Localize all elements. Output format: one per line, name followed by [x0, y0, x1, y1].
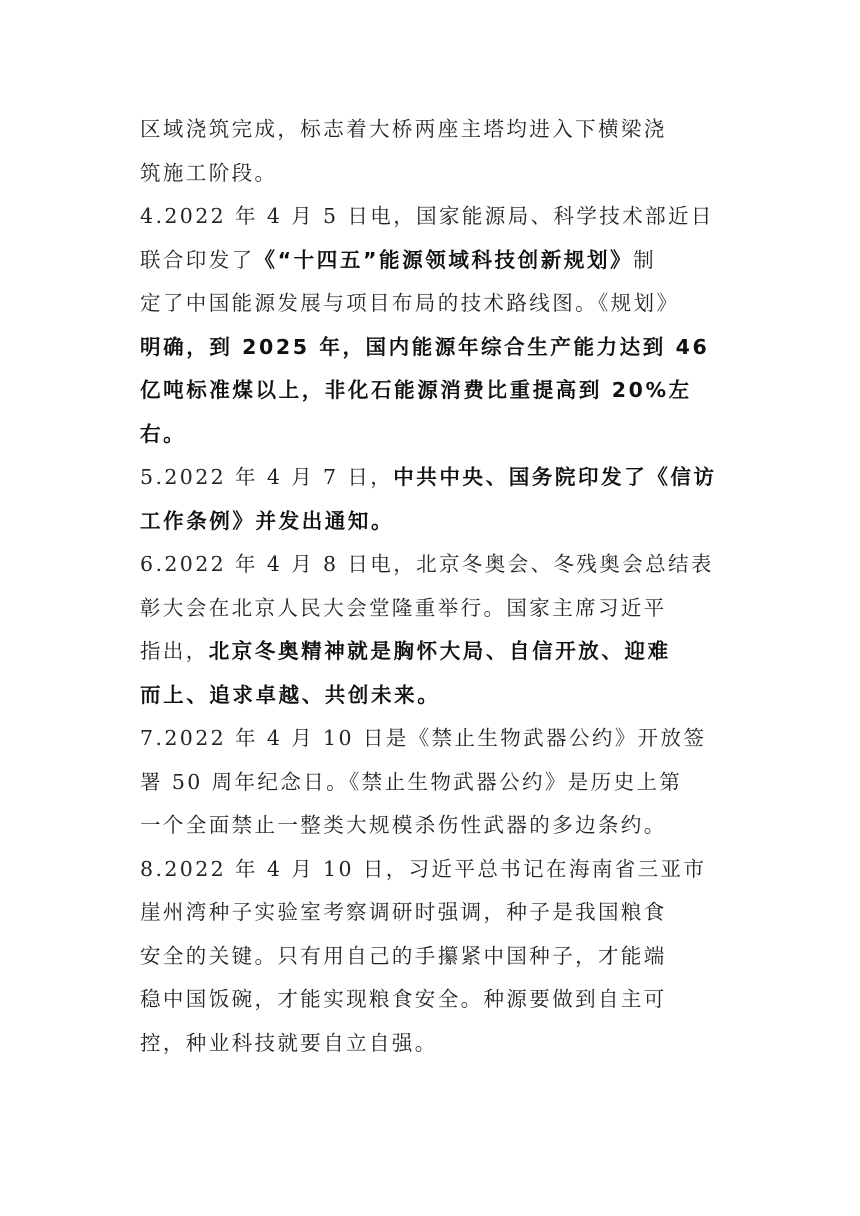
- text-line: [140, 500, 720, 544]
- bold-text: 北京冬奥精神就是胸怀大局、自信开放、迎难: [208, 639, 671, 663]
- body-text: 安全的关键。只有用自己的手攥紧中国种子，才能端: [140, 943, 667, 968]
- text-line: [140, 282, 720, 326]
- body-text: 联合印发了: [140, 247, 255, 272]
- body-text: 制: [633, 247, 657, 272]
- text-line: [140, 195, 720, 239]
- text-line: [140, 326, 720, 370]
- body-text: 筑施工阶段。: [140, 160, 278, 185]
- text-line: [140, 543, 720, 587]
- body-text: 8.2022 年 4 月 10 日，习近平总书记在海南省三亚市: [140, 856, 707, 881]
- bold-text: 到 2025 年，国内能源年综合生产能力达到 46: [209, 334, 710, 359]
- text-line: [140, 108, 720, 152]
- body-text: 指出，: [140, 639, 209, 663]
- body-text: 6.2022 年 4 月 8 日电，北京冬奥会、冬残奥会总结表: [140, 552, 714, 576]
- bold-text: 工作条例》并发出通知。: [140, 508, 395, 533]
- text-line: [140, 674, 720, 718]
- bold-text: 《“十四五”能源领域科技创新规划》: [254, 247, 634, 272]
- text-line: [140, 413, 720, 457]
- body-text: 5.2022 年 4 月 7 日，: [140, 465, 394, 489]
- text-line: [140, 804, 720, 848]
- bold-text: 亿吨标准煤以上，非化石能源消费比重提高到 20%左: [140, 378, 692, 402]
- text-line: [140, 761, 720, 805]
- text-line: [140, 152, 720, 196]
- document-page: [140, 108, 720, 1065]
- body-text: 一个全面禁止一整类大规模杀伤性武器的多边条约。: [140, 813, 667, 837]
- text-line: [140, 239, 720, 283]
- text-line: [140, 1022, 720, 1066]
- body-text: 定了中国能源发展与项目布局的技术路线图。《规划》: [140, 291, 680, 315]
- body-text: 7.2022 年 4 月 10 日是《禁止生物武器公约》开放签: [140, 726, 707, 750]
- text-line: [140, 630, 720, 674]
- text-line: [140, 369, 720, 413]
- body-text: 彰大会在北京人民大会堂隆重举行。国家主席习近平: [140, 595, 667, 620]
- text-line: [140, 848, 720, 892]
- bold-text: 而上、追求卓越、共创未来。: [140, 682, 441, 707]
- bold-text: 明确，: [140, 334, 210, 359]
- body-text: 崖州湾种子实验室考察调研时强调，种子是我国粮食: [140, 900, 667, 924]
- text-line: [140, 717, 720, 761]
- text-line: [140, 587, 720, 631]
- bold-text: 中共中央、国务院印发了《信访: [393, 465, 717, 489]
- text-line: [140, 978, 720, 1022]
- body-text: 区域浇筑完成，标志着大桥两座主塔均进入下横梁浇: [140, 117, 667, 141]
- text-line: [140, 935, 720, 979]
- text-line: [140, 456, 720, 500]
- body-text: 署 50 周年纪念日。《禁止生物武器公约》是历史上第: [140, 769, 683, 794]
- body-text: 控，种业科技就要自立自强。: [140, 1030, 438, 1055]
- body-text: 4.2022 年 4 月 5 日电，国家能源局、科学技术部近日: [140, 204, 714, 228]
- text-line: [140, 891, 720, 935]
- bold-text: 右。: [140, 421, 187, 446]
- body-text: 稳中国饭碗，才能实现粮食安全。种源要做到自主可: [140, 987, 667, 1011]
